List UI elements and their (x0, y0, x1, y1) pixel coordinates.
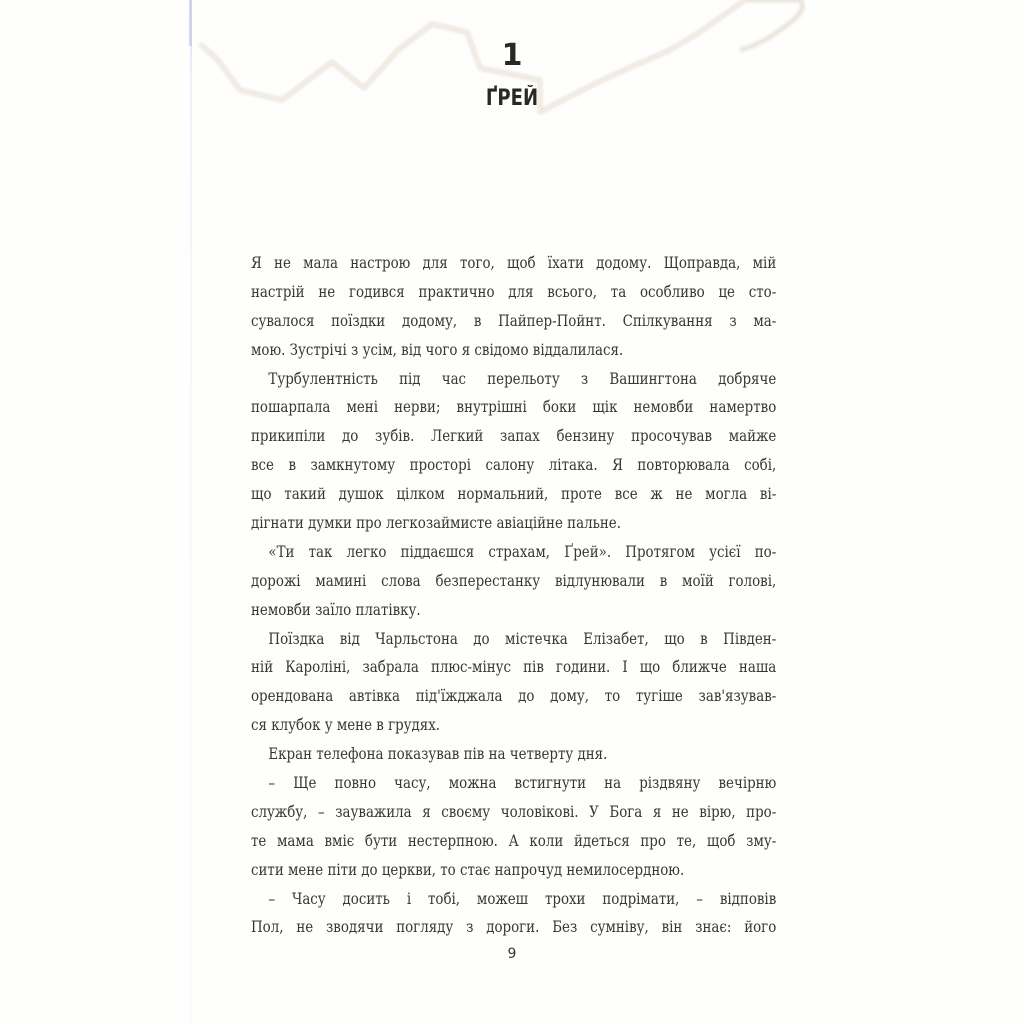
text-line: «Ти так легко піддаєшся страхам, Ґрей». Протягом усієї по- (268, 542, 777, 561)
chapter-number: 1 (501, 38, 523, 73)
text-line: – Ще повно часу, можна встигнути на різдвяну вечірню (268, 774, 777, 793)
text-line: пошарпала мені нерви; внутрішні боки щік немовби намертво (251, 398, 777, 417)
text-line: все в замкнутому просторі салону літака. Я повторювала собі, (251, 456, 777, 475)
chapter-title: ҐРЕЙ (485, 86, 539, 111)
text-line: Я не мала настрою для того, щоб їхати додому. Щоправда, мій (251, 254, 777, 272)
text-line: сувалося поїздки додому, в Пайпер-Пойнт. Спілкування з ма- (251, 311, 777, 330)
text-line: сити мене піти до церкви, то стає напрочуд немилосердною. (251, 860, 685, 879)
text-line: те мама вміє бути нестерпною. А коли йдеться про те, щоб зму- (251, 831, 777, 850)
text-line: що такий душок цілком нормальний, проте все ж не могла ві- (251, 485, 777, 504)
text-line: дорожі мамині слова безперестанку відлунювали в моїй голові, (251, 571, 777, 590)
text-line: – Часу досить і тобі, можеш трохи подрімати, – відповів (268, 889, 777, 908)
text-line: Поїздка від Чарльстона до містечка Елізабет, що в Півден- (268, 629, 777, 648)
text-line: немовби заїло платівку. (251, 600, 421, 619)
text-line: службу, – зауважила я своєму чоловікові. У Бога я не вірю, про- (251, 802, 777, 821)
text-line: Турбулентність під час перельоту з Вашингтона добряче (268, 369, 777, 388)
page-number: 9 (507, 946, 517, 962)
text-line: Екран телефона показував пів на четверту дня. (268, 745, 608, 764)
text-line: орендована автівка під'їжджала до дому, то тугіше зав'язував- (251, 687, 777, 706)
text-line: дігнати думки про легкозаймисте авіаційне пальне. (251, 514, 621, 533)
text-line: ній Кароліні, забрала плюс-мінус пів години. І що ближче наша (251, 658, 777, 677)
text-line: ся клубок у мене в грудях. (251, 716, 441, 735)
text-line: Пол, не зводячи погляду з дороги. Без сумніву, він знає: його (251, 918, 777, 937)
text-line: настрій не годився практично для всього, та особливо це сто- (251, 282, 777, 301)
chapter-body-text (251, 249, 776, 942)
text-line: прикипіли до зубів. Легкий запах бензину просочував майже (251, 427, 777, 446)
text-line: мою. Зустрічі з усім, від чого я свідомо віддалилася. (251, 340, 624, 359)
